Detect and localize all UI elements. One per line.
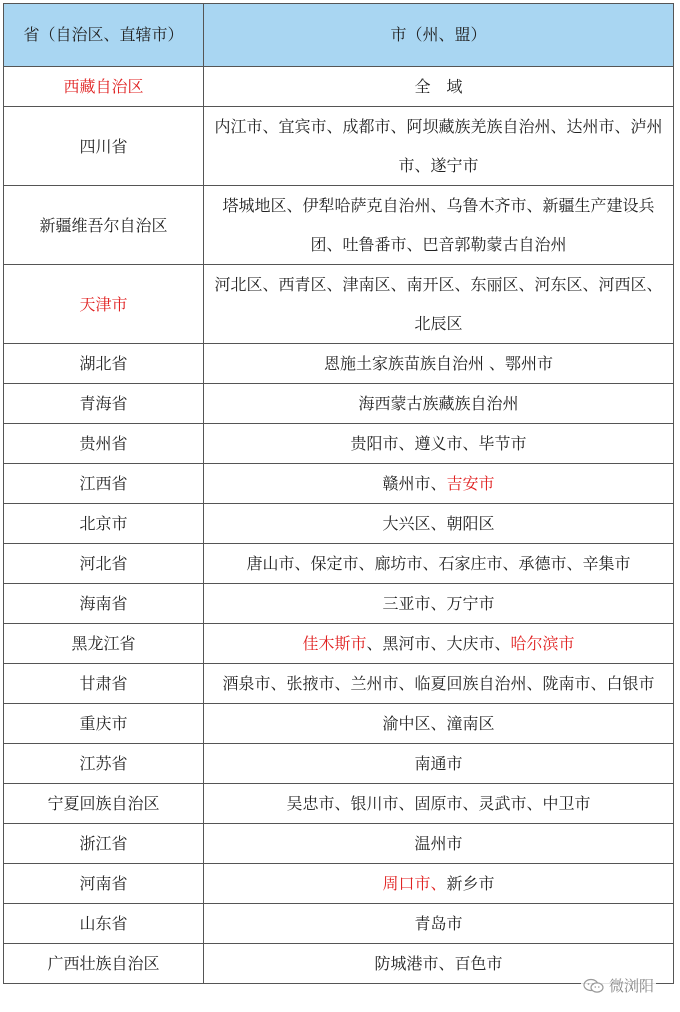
province-cell: 海南省 [4,584,204,624]
province-cell: 浙江省 [4,824,204,864]
city-cell [204,664,674,704]
city-text: 海西蒙古族藏族自治州 [358,394,519,413]
table-row [4,584,674,624]
province-cell: 四川省 [4,107,204,186]
table-row [4,784,674,824]
table-row [4,664,674,704]
province-cell: 青海省 [4,384,204,424]
city-text: 防城港市、百色市 [374,954,503,973]
table-row [4,344,674,384]
province-cell: 湖北省 [4,344,204,384]
wechat-icon [583,978,605,994]
region-table [3,3,674,984]
table-header-row [4,4,674,67]
province-cell: 山东省 [4,904,204,944]
table-row [4,904,674,944]
city-cell [204,67,674,107]
city-cell [204,744,674,784]
city-cell [204,824,674,864]
header-province: 省（自治区、直辖市） [4,4,204,67]
city-cell [204,107,674,186]
city-cell [204,784,674,824]
city-cell [204,544,674,584]
province-cell: 宁夏回族自治区 [4,784,204,824]
city-cell [204,265,674,344]
table-row [4,504,674,544]
city-text: 河北区、西青区、津南区、南开区、东丽区、河东区、河西区、北辰区 [214,275,663,333]
city-text: 塔城地区、伊犁哈萨克自治州、乌鲁木齐市、新疆生产建设兵团、吐鲁番市、巴音郭勒蒙古自治州 [222,196,655,254]
table-body [4,67,674,984]
city-cell [204,384,674,424]
province-cell: 重庆市 [4,704,204,744]
province-cell: 甘肃省 [4,664,204,704]
table-row [4,67,674,107]
city-cell [204,186,674,265]
city-text: 温州市 [414,834,463,853]
watermark-text: 微浏阳 [608,977,654,995]
city-cell [204,904,674,944]
city-text: 佳木斯市 [302,634,367,653]
table-row [4,384,674,424]
table-row [4,424,674,464]
table-row [4,864,674,904]
table-row [4,824,674,864]
city-text: 全 域 [414,77,463,96]
province-cell: 广西壮族自治区 [4,944,204,984]
province-cell: 江苏省 [4,744,204,784]
city-text: 唐山市、保定市、廊坊市、石家庄市、承德市、辛集市 [246,554,631,573]
city-cell [204,704,674,744]
city-cell [204,624,674,664]
table-row [4,704,674,744]
table-row [4,186,674,265]
city-cell [204,344,674,384]
city-text: 青岛市 [414,914,463,933]
city-cell [204,424,674,464]
city-text: 哈尔滨市 [510,634,575,653]
city-text: 吴忠市、银川市、固原市、灵武市、中卫市 [286,794,591,813]
province-cell: 新疆维吾尔自治区 [4,186,204,265]
city-cell [204,504,674,544]
city-text: 内江市、宜宾市、成都市、阿坝藏族羌族自治州、达州市、泸州市、遂宁市 [214,117,663,175]
province-cell: 河北省 [4,544,204,584]
city-text: 周口市、 [382,874,447,893]
city-text: 新乡市 [446,874,495,893]
city-text: 吉安市 [446,474,495,493]
table-row [4,464,674,504]
table-row [4,624,674,664]
city-text: 、黑河市、大庆市、 [366,634,511,653]
city-text: 大兴区、朝阳区 [382,514,495,533]
city-text: 渝中区、潼南区 [382,714,495,733]
header-city: 市（州、盟） [204,4,674,67]
table-row [4,944,674,984]
province-cell: 天津市 [4,265,204,344]
city-text: 酒泉市、张掖市、兰州市、临夏回族自治州、陇南市、白银市 [222,674,655,693]
city-cell [204,464,674,504]
table-row [4,544,674,584]
city-text: 贵阳市、遵义市、毕节市 [350,434,527,453]
province-cell: 黑龙江省 [4,624,204,664]
province-cell: 北京市 [4,504,204,544]
table-row [4,744,674,784]
province-cell: 西藏自治区 [4,67,204,107]
city-text: 南通市 [414,754,463,773]
city-cell [204,864,674,904]
province-cell: 河南省 [4,864,204,904]
table-row [4,107,674,186]
city-text: 三亚市、万宁市 [382,594,495,613]
watermark [581,975,656,996]
city-text: 赣州市、 [382,474,447,493]
city-text: 恩施土家族苗族自治州 、鄂州市 [323,354,554,373]
province-cell: 江西省 [4,464,204,504]
city-cell [204,584,674,624]
table-row [4,265,674,344]
province-cell: 贵州省 [4,424,204,464]
